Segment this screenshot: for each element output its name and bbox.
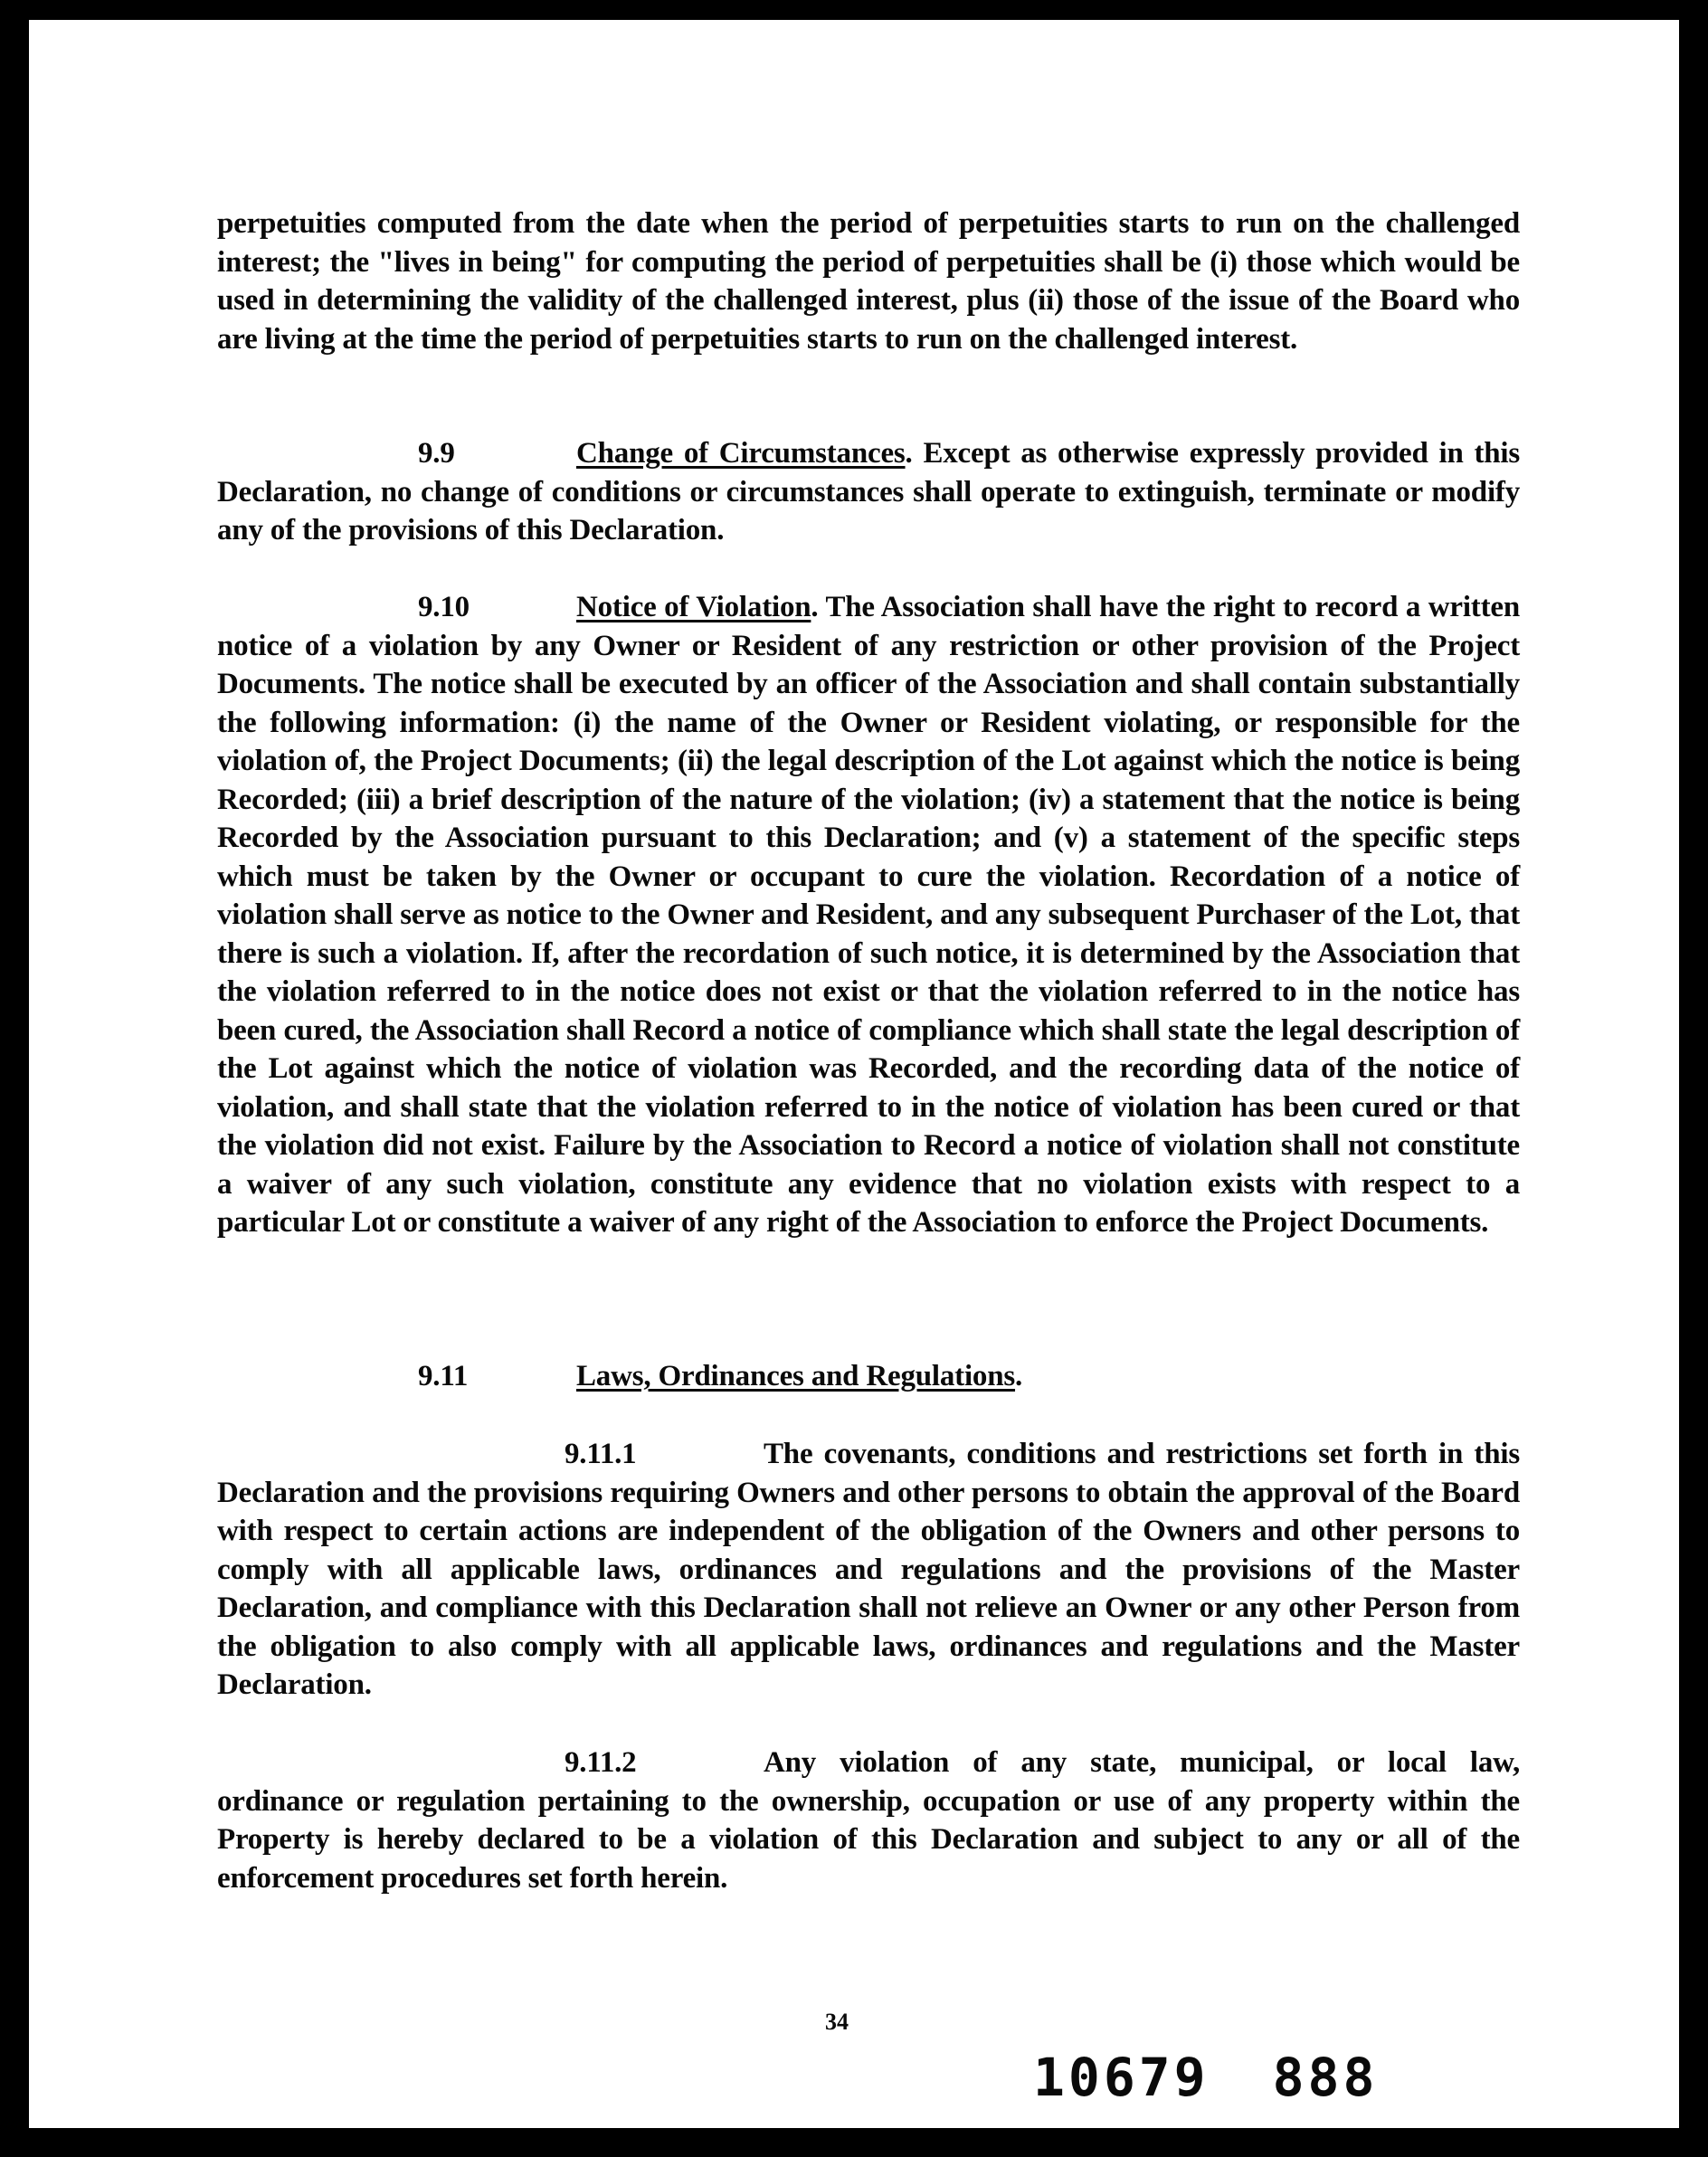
section-caption: Laws, Ordinances and Regulations xyxy=(576,1360,1016,1392)
section-caption-suffix: . xyxy=(1015,1360,1023,1392)
section-number: 9.9 xyxy=(418,437,455,470)
document-page xyxy=(29,20,1679,2128)
section-number: 9.11 xyxy=(418,1360,469,1392)
section-9-11-2 xyxy=(217,1744,1520,1897)
subsection-number: 9.11.2 xyxy=(565,1746,637,1779)
section-text: . Except as otherwise expressly provided in this Declaration, no change of conditions or circumstances shall operate to extinguish, terminate or modify any of the provisions of this Declaration. xyxy=(217,437,1521,546)
paragraph-perpetuities: perpetuities computed from the date when the period of perpetuities starts to run on the challenged interest; the "lives in being" for computing the period of perpetuities shall be (i) those which would be used in determining the validity of the challenged interest, plus (ii) those of the issue of the Board who are living at the time the period of perpetuities starts to run on the challenged interest. xyxy=(217,207,1520,356)
recording-stamp xyxy=(1033,2047,1378,2108)
subsection-text: The covenants, conditions and restrictions set forth in this Declaration and the provisions requiring Owners and other persons to obtain the approval of the Board with respect to certain actions are independent of the obligation of the Owners and other persons to comply with all applicable laws, ordinances and regulations and the provisions of the Master Declaration, and compliance with this Declaration shall not relieve an Owner or any other Person from the obligation to also comply with all applicable laws, ordinances and regulations and the Master Declaration. xyxy=(217,1438,1520,1701)
subsection-number: 9.11.1 xyxy=(565,1438,637,1470)
subsection-text: Any violation of any state, municipal, or local law, ordinance or regulation pertaining to the ownership, occupation or use of any property within the Property is hereby declared to be a violation of this Declaration and subject to any or all of the enforcement procedures set forth herein. xyxy=(217,1746,1520,1895)
stamp-book-number: 10679 xyxy=(1033,2047,1210,2108)
section-caption: Change of Circumstances xyxy=(576,437,906,470)
section-9-10 xyxy=(217,588,1520,1242)
section-number: 9.10 xyxy=(418,591,470,623)
section-text: . The Association shall have the right to record a written notice of a violation by any Owner or Resident of any restriction or other provision of the Project Documents. The notice shall be executed by an officer of the Association and shall contain substantially the following information: (i) the name of the Owner or Resident violating, or responsible for the violation of, the Project Documents; (ii) the legal description of the Lot against which the notice is being Recorded; (iii) a brief description of the nature of the violation; (iv) a statement that the notice is being Recorded by the Association pursuant to this Declaration; and (v) a statement of the specific steps which must be taken by the Owner or occupant to cure the violation. Recordation of a notice of violation shall serve as notice to the Owner and Resident, and any subsequent Purchaser of the Lot, that there is such a violation. If, after the recordation of such notice, it is determined by the Association that the violation referred to in the notice does not exist or that the violation referred to in the notice has been cured, the Association shall Record a notice of compliance which shall state the legal description of the Lot against which the notice of violation was Recorded, and the recording data of the notice of violation, and shall state that the violation referred to in the notice of violation has been cured or that the violation did not exist. Failure by the Association to Record a notice of violation shall not constitute a waiver of any such violation, constitute any evidence that no violation exists with respect to a particular Lot or constitute a waiver of any right of the Association to enforce the Project Documents. xyxy=(217,591,1520,1239)
section-9-11-1 xyxy=(217,1435,1520,1705)
stamp-page-number: 888 xyxy=(1272,2047,1379,2108)
section-caption: Notice of Violation xyxy=(576,591,811,623)
section-9-9 xyxy=(217,434,1520,550)
page-number: 34 xyxy=(825,2009,849,2035)
section-9-11 xyxy=(217,1357,1520,1396)
